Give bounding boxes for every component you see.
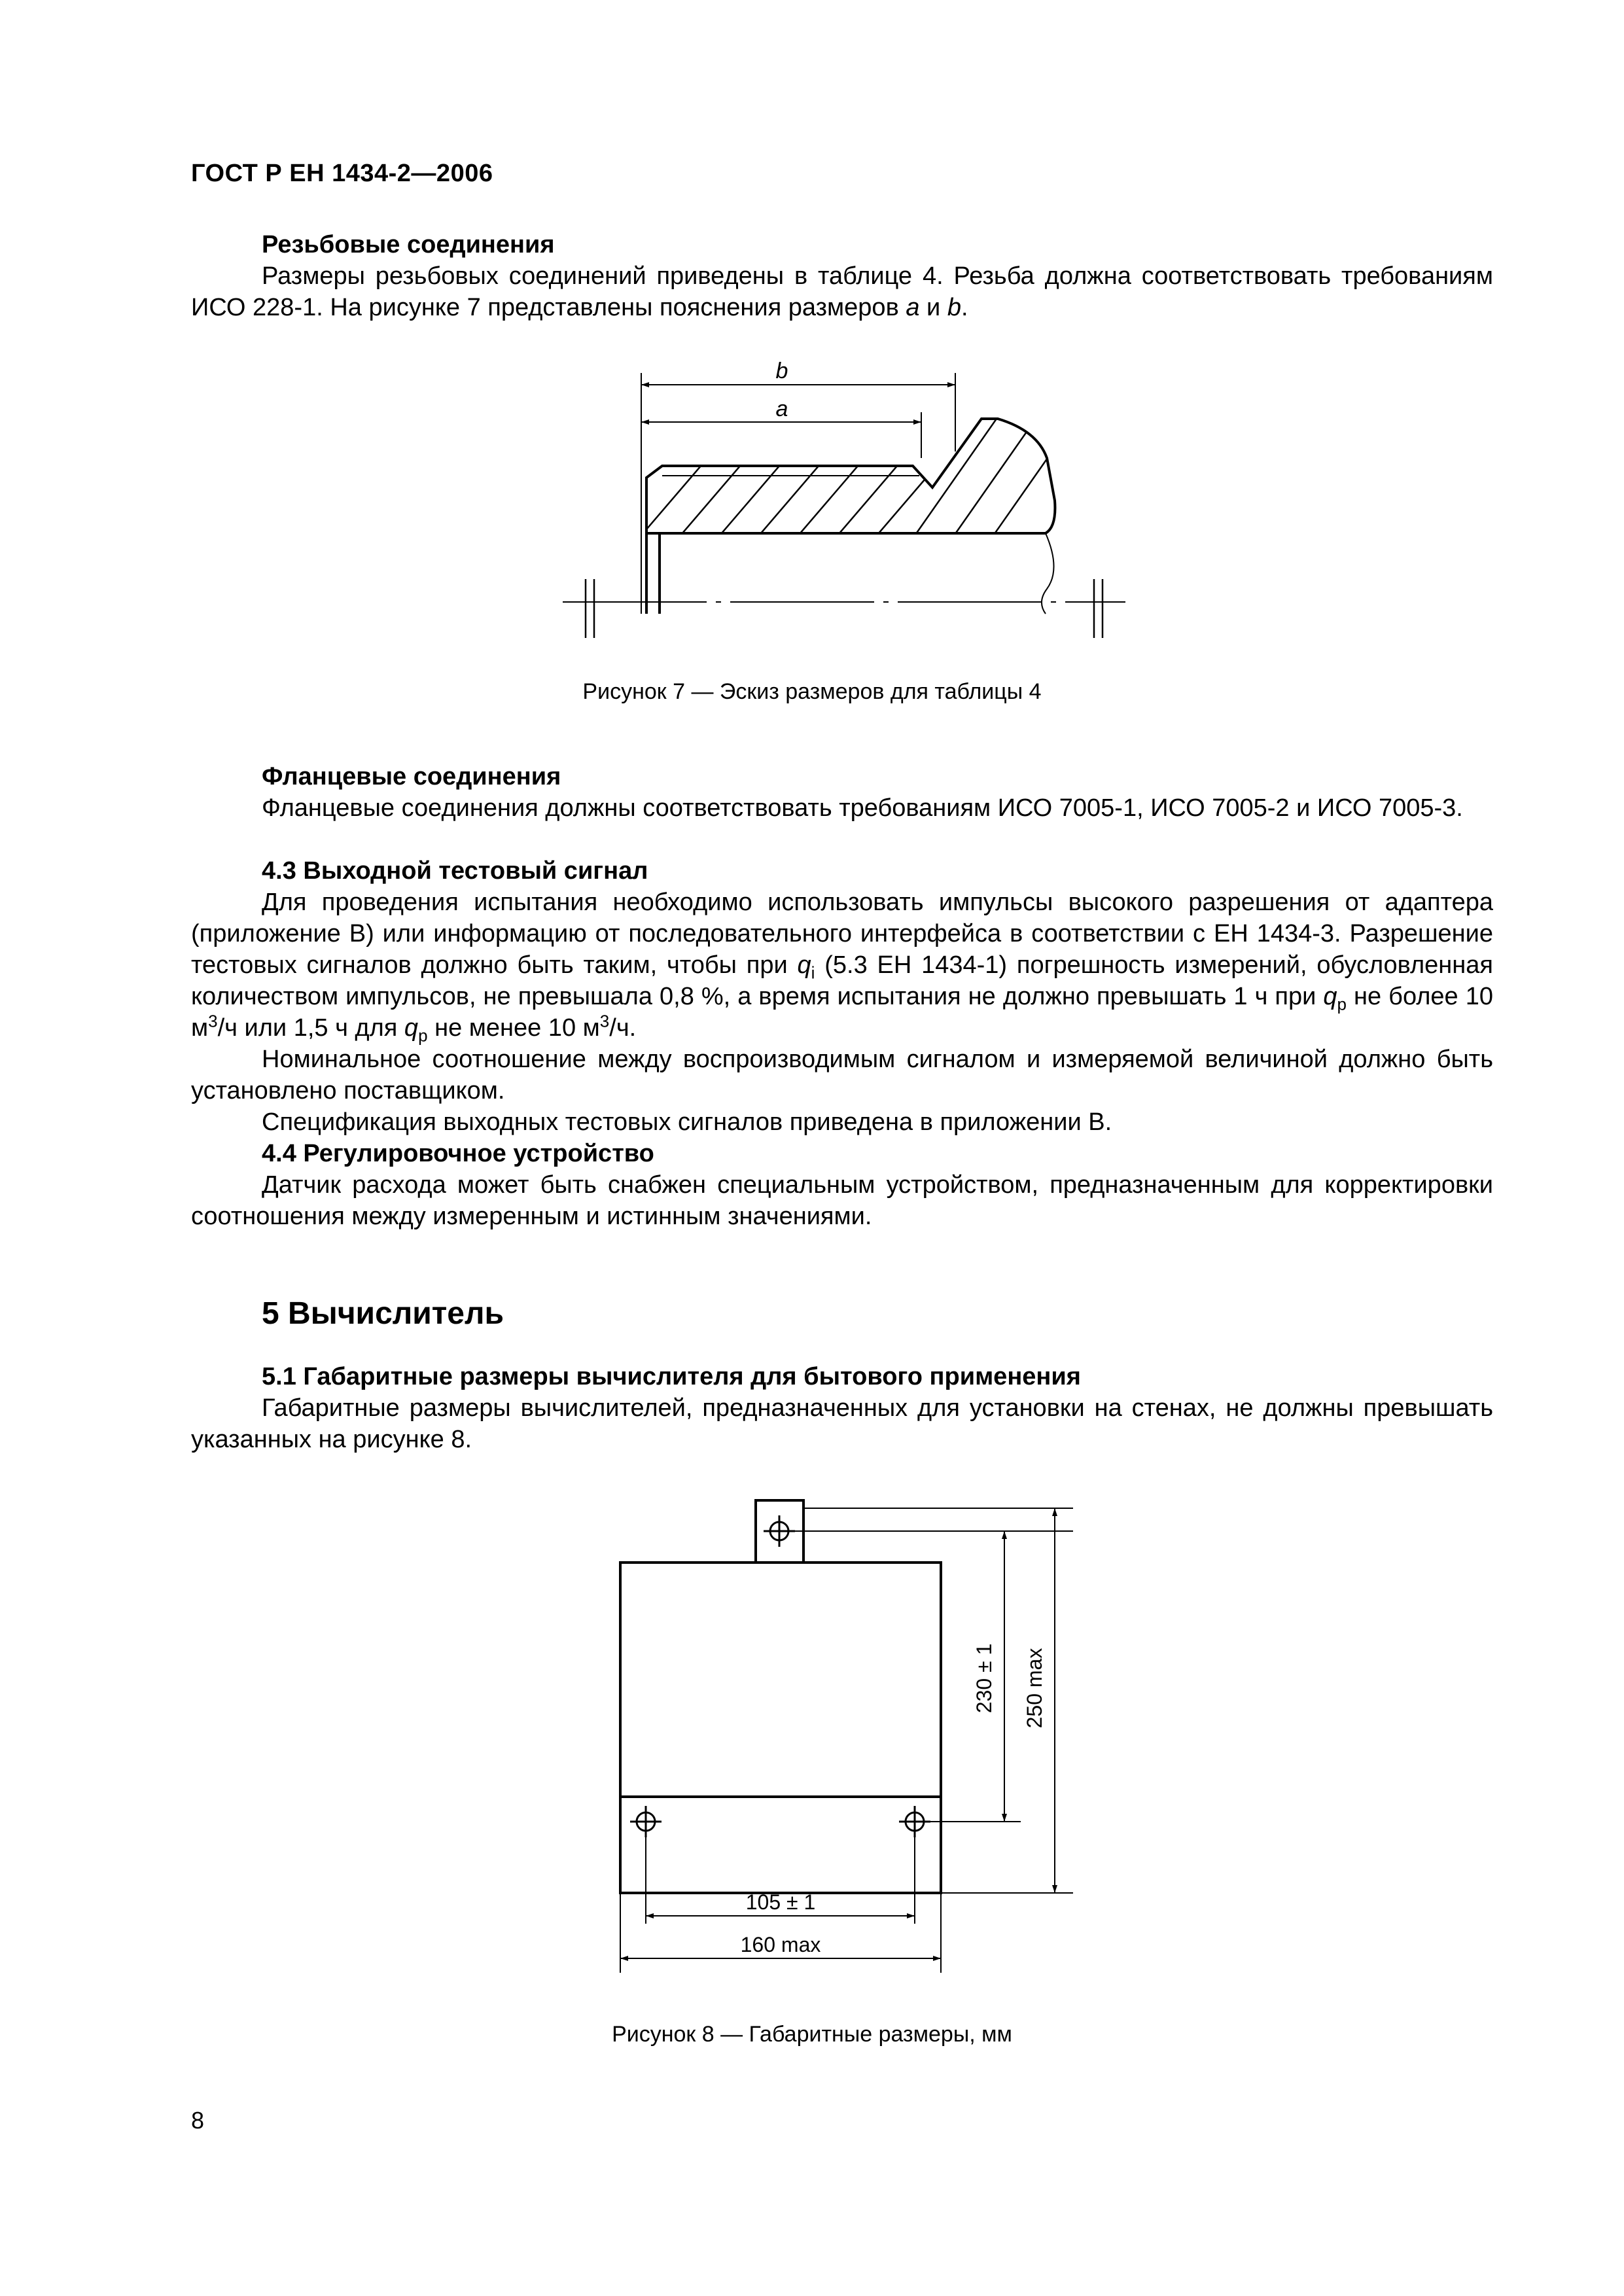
section-4-3-paragraph-3: Спецификация выходных тестовых сигналов приведена в приложении В.	[262, 1108, 1112, 1136]
dim-105: 105 ± 1	[745, 1890, 816, 1914]
page-number: 8	[191, 2107, 205, 2134]
label-b: b	[775, 359, 788, 383]
flange-heading: Фланцевые соединения	[262, 763, 561, 790]
text: не более 10 м	[191, 983, 1493, 1042]
var-a: a	[906, 294, 920, 321]
sup-3: 3	[208, 1011, 218, 1031]
section-4-3-paragraph-2: Номинальное соотношение между воспроизводимым сигналом и измеряемой величиной должно быть установлено поставщиком.	[191, 1046, 1493, 1104]
var-b: b	[947, 294, 961, 321]
sub-i: i	[811, 963, 815, 983]
q-symbol: q	[797, 951, 811, 979]
text: /ч или 1,5 ч для	[217, 1014, 404, 1042]
text: не менее 10 м	[427, 1014, 600, 1042]
figure-8-caption: Рисунок 8 — Габаритные размеры, мм	[612, 2022, 1012, 2047]
section-5-1-heading: 5.1 Габаритные размеры вычислителя для бытового применения	[262, 1363, 1081, 1390]
sup-3: 3	[599, 1011, 610, 1031]
q-symbol: q	[404, 1014, 419, 1042]
threaded-text: Размеры резьбовых соединений приведены в таблице 4. Резьба должна соответствовать требованиям ИСО 228-1. На рисунке 7 представлены пояснения размеров	[191, 262, 1493, 321]
dim-160: 160 max	[740, 1933, 821, 1956]
section-5-1-paragraph: Габаритные размеры вычислителей, предназначенных для установки на стенах, не должны превышать указанных на рисунке 8.	[191, 1394, 1493, 1453]
text: (5.3 ЕН 1434-1) погрешность измерений, обусловленная количеством импульсов, не превышала 0,8 %, а время испытания не должно превышать 1 ч при	[191, 951, 1493, 1010]
q-symbol: q	[1323, 983, 1337, 1010]
dim-230: 230 ± 1	[972, 1643, 996, 1714]
section-5-heading: 5 Вычислитель	[262, 1296, 504, 1331]
sub-p: p	[1337, 994, 1347, 1014]
section-4-3-heading: 4.3 Выходной тестовый сигнал	[262, 857, 648, 885]
label-a: a	[775, 397, 788, 421]
dim-250: 250 max	[1023, 1648, 1046, 1729]
threaded-heading: Резьбовые соединения	[262, 231, 555, 258]
flange-paragraph: Фланцевые соединения должны соответствовать требованиям ИСО 7005-1, ИСО 7005-2 и ИСО 7005-3.	[262, 794, 1463, 822]
text: Для проведения испытания необходимо использовать импульсы высокого разрешения от адаптера (приложение В) или информацию от последовательного интерфейса в соответствии с ЕН 1434-3. Разрешение тестовых сигналов должно быть таким, чтобы при	[191, 889, 1493, 979]
section-4-4-heading: 4.4 Регулировочное устройство	[262, 1140, 654, 1167]
section-4-4-paragraph: Датчик расхода может быть снабжен специальным устройством, предназначенным для корректировки соотношения между измеренным и истинным значениями.	[191, 1171, 1493, 1230]
sub-p: p	[418, 1025, 428, 1046]
document-header: ГОСТ Р ЕН 1434-2—2006	[191, 160, 493, 187]
conj-and: и	[919, 294, 947, 321]
figure-7-caption: Рисунок 7 — Эскиз размеров для таблицы 4	[582, 679, 1042, 704]
period: .	[961, 294, 968, 321]
text: /ч.	[609, 1014, 637, 1042]
